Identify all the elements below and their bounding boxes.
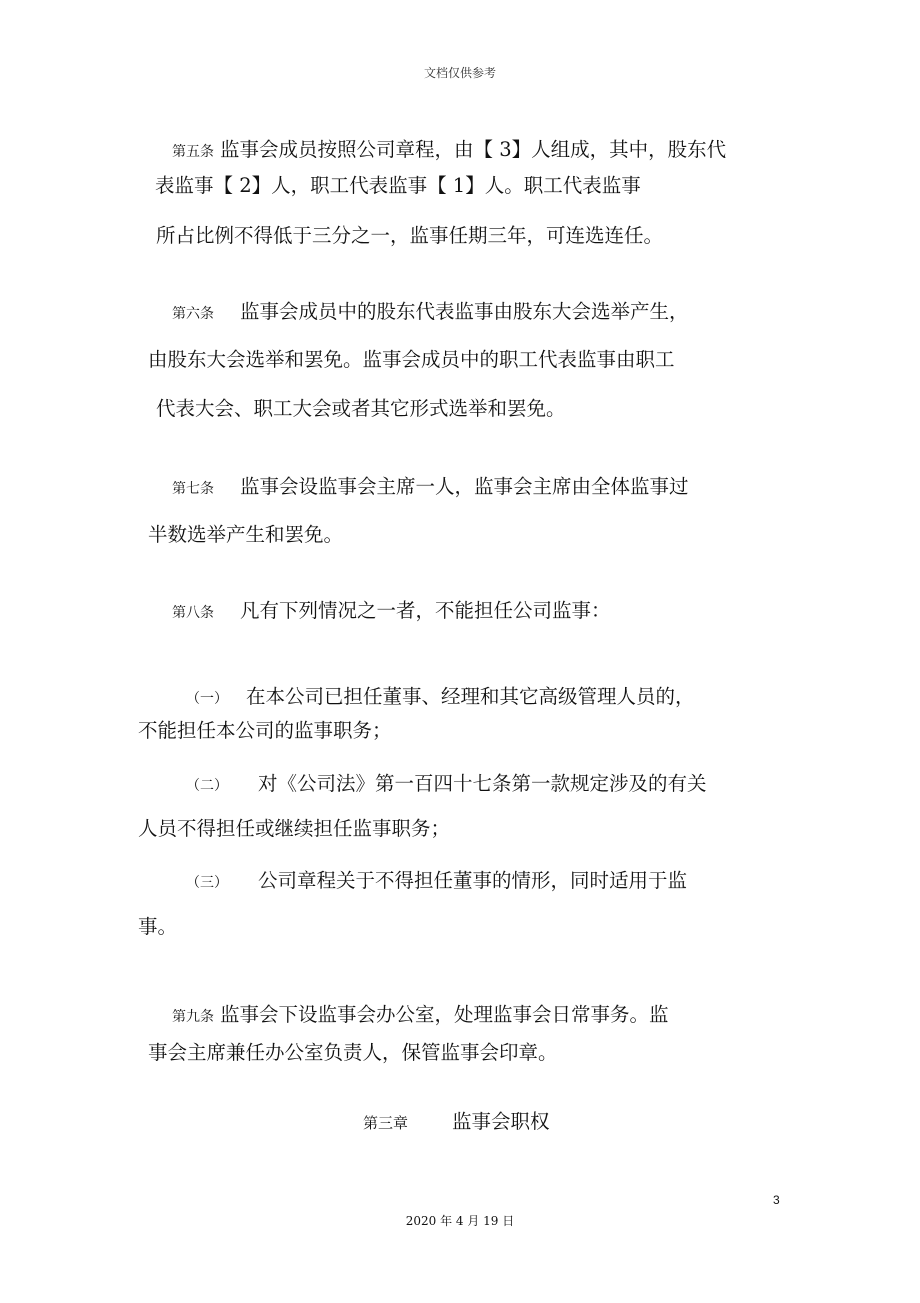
item-2-line-2: 人员不得担任或继续担任监事职务； bbox=[138, 817, 451, 840]
article-9-line-1 bbox=[172, 1001, 669, 1031]
article-6-label: 第六条 bbox=[172, 306, 214, 322]
article-5-line-1 bbox=[172, 136, 726, 166]
article-8-label: 第八条 bbox=[172, 605, 214, 621]
item-1-label: （一） bbox=[186, 691, 228, 707]
article-6-line-1 bbox=[172, 298, 689, 328]
article-7-line-2: 半数选举产生和罢免。 bbox=[148, 523, 344, 546]
article-9-label: 第九条 bbox=[172, 1009, 214, 1025]
article-9-line-2: 事会主席兼任办公室负责人，保管监事会印章。 bbox=[148, 1041, 558, 1064]
item-2-label: （二） bbox=[186, 778, 228, 794]
item-1-text-1: 在本公司已担任董事、经理和其它高级管理人员的， bbox=[246, 685, 695, 708]
chapter-label: 第三章 bbox=[363, 1114, 409, 1132]
article-7-label: 第七条 bbox=[172, 481, 214, 497]
item-1-line-2: 不能担任本公司的监事职务； bbox=[138, 719, 392, 742]
article-5-line-2: 表监事【 2】人，职工代表监事【 1】人。职工代表监事 bbox=[155, 174, 641, 197]
page-header: 文档仅供参考 bbox=[423, 66, 496, 80]
article-5-line-3: 所占比例不得低于三分之一，监事任期三年，可连选连任。 bbox=[156, 224, 664, 247]
article-5-text-1: 监事会成员按照公司章程，由【 3】人组成，其中，股东代 bbox=[220, 138, 727, 161]
footer-date: 2020 年 4 月 19 日 bbox=[405, 1214, 515, 1228]
item-1-line-1 bbox=[186, 683, 695, 713]
article-7-line-1 bbox=[172, 473, 689, 503]
article-9-text-1: 监事会下设监事会办公室，处理监事会日常事务。监 bbox=[220, 1003, 669, 1026]
item-2-line-1 bbox=[186, 770, 707, 800]
article-5-label: 第五条 bbox=[172, 144, 214, 160]
item-3-line-2: 事。 bbox=[138, 915, 178, 938]
article-6-text-1: 监事会成员中的股东代表监事由股东大会选举产生， bbox=[240, 300, 689, 323]
item-3-line-1 bbox=[186, 867, 687, 897]
item-3-label: （三） bbox=[186, 875, 228, 891]
item-3-text-1: 公司章程关于不得担任董事的情形，同时适用于监 bbox=[258, 869, 688, 892]
article-8-line-1 bbox=[172, 597, 611, 627]
page-number: 3 bbox=[773, 1193, 780, 1207]
article-6-line-2: 由股东大会选举和罢免。监事会成员中的职工代表监事由职工 bbox=[148, 348, 675, 371]
chapter-title: 监事会职权 bbox=[452, 1110, 550, 1133]
article-6-line-3: 代表大会、职工大会或者其它形式选举和罢免。 bbox=[156, 397, 566, 420]
item-2-text-1: 对《公司法》第一百四十七条第一款规定涉及的有关 bbox=[258, 772, 707, 795]
article-8-text-1: 凡有下列情况之一者，不能担任公司监事： bbox=[240, 599, 611, 622]
chapter-heading bbox=[363, 1106, 550, 1134]
article-7-text-1: 监事会设监事会主席一人，监事会主席由全体监事过 bbox=[240, 475, 689, 498]
